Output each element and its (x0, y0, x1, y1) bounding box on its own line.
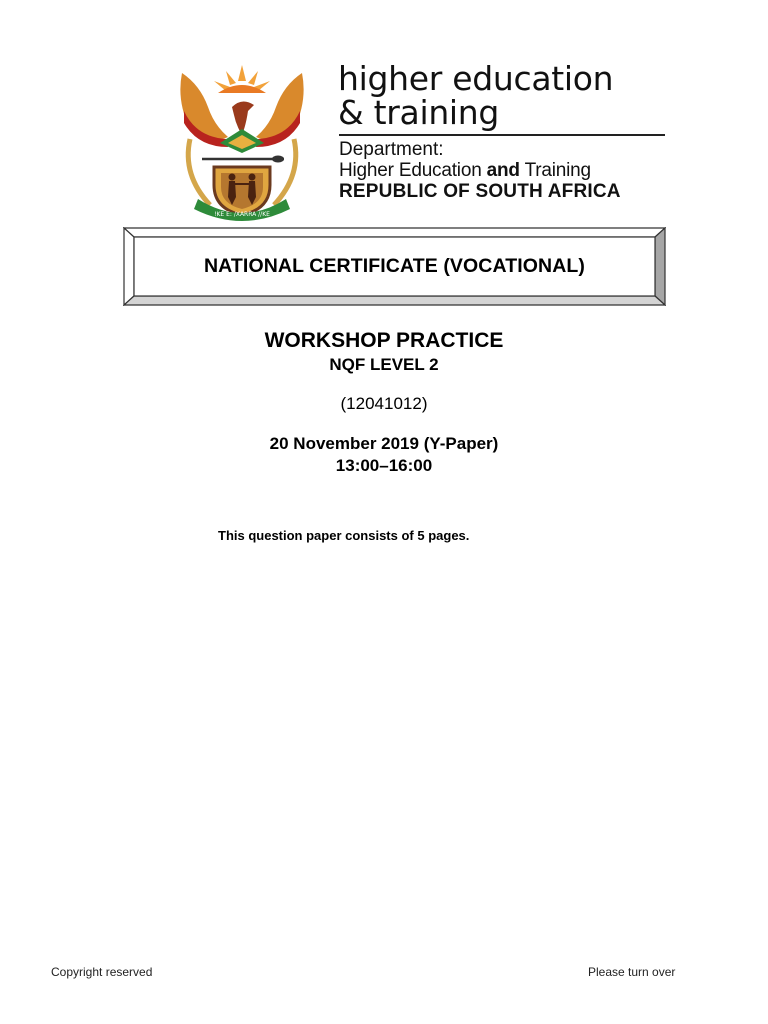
brand-title-line1: higher education (338, 59, 614, 98)
department-name-part: Higher Education (339, 160, 487, 181)
brand-title-line2: & training (338, 93, 500, 132)
department-label: Department: (339, 139, 444, 160)
nqf-level: NQF LEVEL 2 (329, 355, 439, 374)
coat-of-arms-icon (174, 63, 310, 221)
sun-icon (214, 65, 270, 93)
page-count-note: This question paper consists of 5 pages. (218, 528, 470, 543)
certificate-title: NATIONAL CERTIFICATE (VOCATIONAL) (204, 255, 585, 277)
exam-date: 20 November 2019 (Y-Paper) (269, 434, 499, 453)
certificate-title-frame (123, 227, 666, 306)
country-name: REPUBLIC OF SOUTH AFRICA (339, 181, 621, 202)
exam-time: 13:00–16:00 (335, 456, 433, 475)
subject-title: WORKSHOP PRACTICE (264, 329, 504, 352)
svg-text:!KE E: /XARRA //KE: !KE E: /XARRA //KE (214, 211, 270, 218)
department-name-part: Training (519, 160, 591, 181)
footer-copyright: Copyright reserved (51, 965, 153, 979)
subject-code: (12041012) (340, 394, 428, 413)
brand-divider (339, 134, 665, 136)
department-name-bold-part: and (486, 160, 520, 181)
footer-turn-over: Please turn over (588, 965, 676, 979)
department-name (339, 161, 591, 181)
